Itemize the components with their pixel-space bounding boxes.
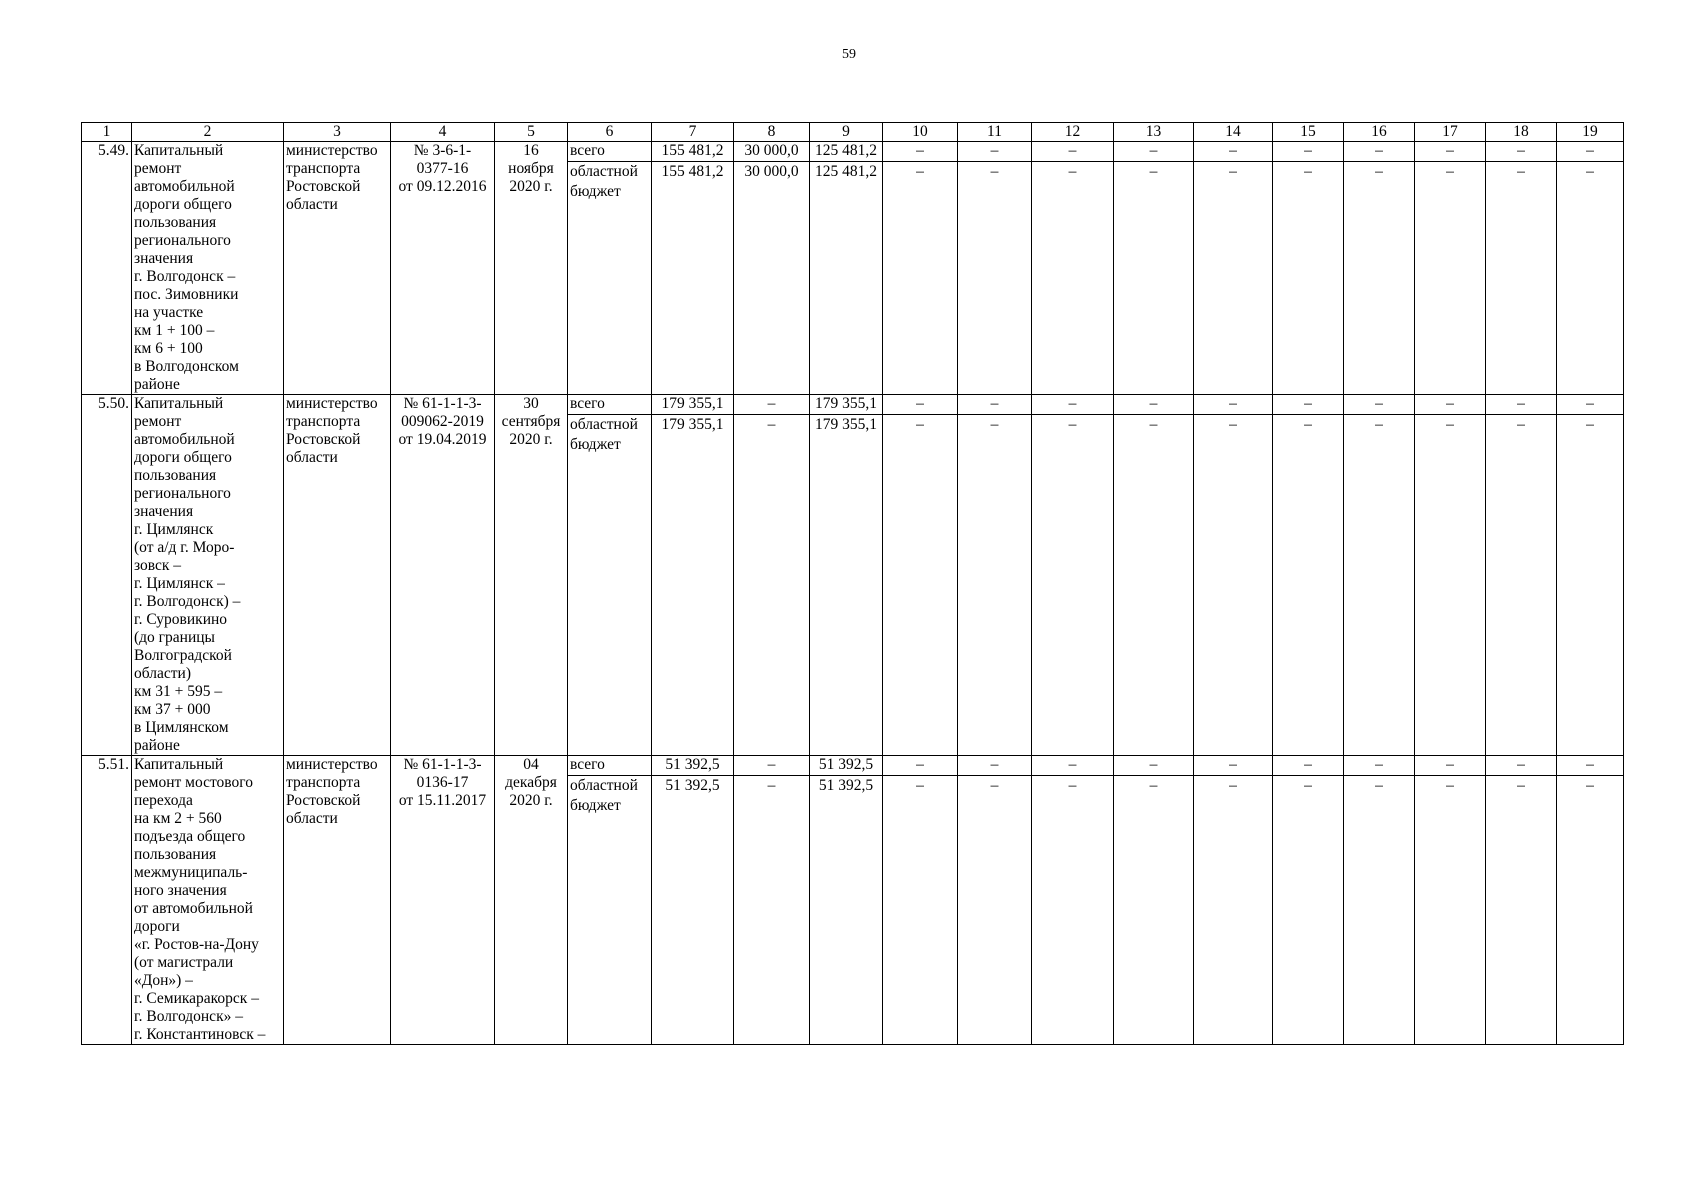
object-name-line: значения bbox=[134, 250, 194, 267]
customer-line: транспорта bbox=[286, 413, 361, 430]
value-col-9: 179 355,1 bbox=[810, 415, 883, 756]
completion-date-line: 04 bbox=[523, 756, 539, 773]
value-col-16: – bbox=[1344, 162, 1415, 395]
value-col-17: – bbox=[1415, 162, 1486, 395]
object-name-line: пользования bbox=[134, 846, 217, 863]
value-col-8: – bbox=[734, 776, 810, 1045]
object-name-line: автомобильной bbox=[134, 431, 235, 448]
value-col-15: – bbox=[1273, 395, 1344, 415]
value-col-9: 51 392,5 bbox=[810, 776, 883, 1045]
value-col-16: – bbox=[1344, 756, 1415, 776]
value-col-7: 179 355,1 bbox=[652, 415, 734, 756]
value-col-8: – bbox=[734, 756, 810, 776]
value-col-16: – bbox=[1344, 395, 1415, 415]
funding-source-line: областной bbox=[570, 777, 638, 794]
document-ref-line: 0136-17 bbox=[416, 774, 469, 791]
customer-line: Ростовской bbox=[286, 178, 361, 195]
value-col-13: – bbox=[1114, 756, 1194, 776]
object-name-line: районе bbox=[134, 737, 180, 754]
value-col-11: – bbox=[958, 776, 1032, 1045]
customer bbox=[284, 142, 391, 395]
column-header: 3 bbox=[284, 123, 391, 142]
column-header: 19 bbox=[1557, 123, 1624, 142]
value-col-14: – bbox=[1194, 415, 1273, 756]
value-col-12: – bbox=[1032, 776, 1114, 1045]
object-name-line: на км 2 + 560 bbox=[134, 810, 222, 827]
value-col-17: – bbox=[1415, 756, 1486, 776]
object-name-line: Капитальный bbox=[134, 756, 224, 773]
table-body bbox=[82, 142, 1624, 1045]
object-name-line: области) bbox=[134, 665, 191, 682]
document-ref bbox=[391, 142, 495, 395]
customer-line: Ростовской bbox=[286, 431, 361, 448]
value-col-19: – bbox=[1557, 162, 1624, 395]
column-header: 9 bbox=[810, 123, 883, 142]
row-number: 5.51. bbox=[82, 756, 132, 1045]
table-row bbox=[82, 756, 1624, 776]
value-col-9: 51 392,5 bbox=[810, 756, 883, 776]
value-col-17: – bbox=[1415, 415, 1486, 756]
object-name-line: межмуниципаль- bbox=[134, 864, 248, 881]
funding-source-line: бюджет bbox=[570, 435, 621, 453]
funding-source-line: всего bbox=[570, 756, 605, 773]
document-ref-line: от 19.04.2019 bbox=[398, 431, 487, 448]
value-col-13: – bbox=[1114, 162, 1194, 395]
object-name-line: г. Цимлянск – bbox=[134, 575, 225, 592]
value-col-19: – bbox=[1557, 756, 1624, 776]
value-col-14: – bbox=[1194, 756, 1273, 776]
value-col-8: 30 000,0 bbox=[734, 142, 810, 162]
row-number: 5.49. bbox=[82, 142, 132, 395]
value-col-12: – bbox=[1032, 415, 1114, 756]
value-col-16: – bbox=[1344, 142, 1415, 162]
value-col-13: – bbox=[1114, 776, 1194, 1045]
customer-line: Ростовской bbox=[286, 792, 361, 809]
value-col-10: – bbox=[883, 162, 958, 395]
funding-source-line: всего bbox=[570, 395, 605, 412]
document-ref-line: № 61-1-1-3- bbox=[403, 756, 482, 773]
column-header: 18 bbox=[1486, 123, 1557, 142]
object-name-line: г. Цимлянск bbox=[134, 521, 214, 538]
completion-date bbox=[495, 142, 568, 395]
object-name-line: км 6 + 100 bbox=[134, 340, 203, 357]
object-name-line: регионального bbox=[134, 232, 231, 249]
value-col-15: – bbox=[1273, 756, 1344, 776]
completion-date bbox=[495, 395, 568, 756]
customer-line: транспорта bbox=[286, 160, 361, 177]
value-col-18: – bbox=[1486, 142, 1557, 162]
value-col-11: – bbox=[958, 756, 1032, 776]
completion-date-line: 2020 г. bbox=[509, 178, 553, 195]
funding-source bbox=[568, 756, 652, 776]
customer-line: министерство bbox=[286, 142, 378, 159]
value-col-13: – bbox=[1114, 415, 1194, 756]
value-col-17: – bbox=[1415, 776, 1486, 1045]
completion-date-line: 30 bbox=[523, 395, 539, 412]
column-header: 16 bbox=[1344, 123, 1415, 142]
value-col-9: 125 481,2 bbox=[810, 162, 883, 395]
value-col-8: – bbox=[734, 395, 810, 415]
customer-line: области bbox=[286, 196, 338, 213]
completion-date-line: 16 bbox=[523, 142, 539, 159]
object-name-line: районе bbox=[134, 376, 180, 393]
value-col-15: – bbox=[1273, 162, 1344, 395]
customer-line: министерство bbox=[286, 756, 378, 773]
value-col-13: – bbox=[1114, 395, 1194, 415]
column-header: 4 bbox=[391, 123, 495, 142]
object-name-line: г. Семикаракорск – bbox=[134, 990, 259, 1007]
object-name-line: «г. Ростов-на-Дону bbox=[134, 936, 259, 953]
customer-line: области bbox=[286, 449, 338, 466]
completion-date-line: 2020 г. bbox=[509, 792, 553, 809]
object-name-line: км 37 + 000 bbox=[134, 701, 211, 718]
object-name bbox=[132, 395, 284, 756]
customer-line: министерство bbox=[286, 395, 378, 412]
object-name-line: Капитальный bbox=[134, 142, 224, 159]
object-name-line: регионального bbox=[134, 485, 231, 502]
completion-date-line: 2020 г. bbox=[509, 431, 553, 448]
object-name-line: ремонт bbox=[134, 413, 182, 430]
funding-source-line: бюджет bbox=[570, 182, 621, 200]
object-name-line: дороги bbox=[134, 918, 180, 935]
value-col-16: – bbox=[1344, 776, 1415, 1045]
document-ref-line: № 3-6-1- bbox=[413, 142, 472, 159]
value-col-18: – bbox=[1486, 395, 1557, 415]
object-name bbox=[132, 142, 284, 395]
value-col-7: 51 392,5 bbox=[652, 776, 734, 1045]
page-number: 59 bbox=[842, 47, 856, 62]
column-header: 11 bbox=[958, 123, 1032, 142]
object-name-line: Волгоградской bbox=[134, 647, 232, 664]
object-name-line: дороги общего bbox=[134, 449, 232, 466]
value-col-10: – bbox=[883, 395, 958, 415]
object-name-line: (от а/д г. Моро- bbox=[134, 539, 235, 556]
document-ref-line: 0377-16 bbox=[416, 160, 469, 177]
value-col-9: 125 481,2 bbox=[810, 142, 883, 162]
value-col-17: – bbox=[1415, 142, 1486, 162]
investment-table bbox=[81, 122, 1624, 1045]
value-col-15: – bbox=[1273, 415, 1344, 756]
customer-line: области bbox=[286, 810, 338, 827]
object-name-line: подъезда общего bbox=[134, 828, 246, 845]
value-col-19: – bbox=[1557, 415, 1624, 756]
object-name-line: на участке bbox=[134, 304, 204, 321]
object-name-line: автомобильной bbox=[134, 178, 235, 195]
value-col-15: – bbox=[1273, 142, 1344, 162]
object-name-line: дороги общего bbox=[134, 196, 232, 213]
object-name-line: в Цимлянском bbox=[134, 719, 229, 736]
document-ref-line: от 15.11.2017 bbox=[398, 792, 487, 809]
value-col-18: – bbox=[1486, 776, 1557, 1045]
object-name-line: г. Волгодонск) – bbox=[134, 593, 241, 610]
value-col-12: – bbox=[1032, 162, 1114, 395]
object-name-line: км 1 + 100 – bbox=[134, 322, 215, 339]
object-name-line: в Волгодонском bbox=[134, 358, 239, 375]
object-name-line: г. Суровикино bbox=[134, 611, 228, 628]
table-row bbox=[82, 395, 1624, 415]
column-header: 14 bbox=[1194, 123, 1273, 142]
value-col-14: – bbox=[1194, 162, 1273, 395]
funding-source bbox=[568, 395, 652, 415]
column-header: 2 bbox=[132, 123, 284, 142]
object-name-line: ремонт мостового bbox=[134, 774, 253, 791]
funding-source-line: областной bbox=[570, 416, 638, 433]
funding-source-line: всего bbox=[570, 142, 605, 159]
value-col-15: – bbox=[1273, 776, 1344, 1045]
customer bbox=[284, 395, 391, 756]
value-col-14: – bbox=[1194, 142, 1273, 162]
value-col-19: – bbox=[1557, 776, 1624, 1045]
object-name-line: г. Волгодонск – bbox=[134, 268, 236, 285]
object-name-line: ремонт bbox=[134, 160, 182, 177]
value-col-19: – bbox=[1557, 395, 1624, 415]
document-ref-line: № 61-1-1-3- bbox=[403, 395, 482, 412]
document-ref bbox=[391, 395, 495, 756]
completion-date bbox=[495, 756, 568, 1045]
column-header: 7 bbox=[652, 123, 734, 142]
object-name-line: Капитальный bbox=[134, 395, 224, 412]
value-col-10: – bbox=[883, 776, 958, 1045]
object-name-line: пользования bbox=[134, 467, 217, 484]
object-name-line: (до границы bbox=[134, 629, 215, 646]
funding-source bbox=[568, 776, 652, 1045]
value-col-10: – bbox=[883, 415, 958, 756]
table-row bbox=[82, 142, 1624, 162]
object-name-line: ного значения bbox=[134, 882, 227, 899]
completion-date-line: декабря bbox=[505, 774, 557, 791]
value-col-8: 30 000,0 bbox=[734, 162, 810, 395]
value-col-13: – bbox=[1114, 142, 1194, 162]
column-header: 1 bbox=[82, 123, 132, 142]
value-col-12: – bbox=[1032, 142, 1114, 162]
customer-line: транспорта bbox=[286, 774, 361, 791]
funding-source bbox=[568, 415, 652, 756]
object-name-line: «Дон») – bbox=[134, 972, 193, 989]
object-name-line: зовск – bbox=[134, 557, 182, 574]
column-header: 17 bbox=[1415, 123, 1486, 142]
row-number: 5.50. bbox=[82, 395, 132, 756]
column-header: 12 bbox=[1032, 123, 1114, 142]
value-col-10: – bbox=[883, 142, 958, 162]
value-col-9: 179 355,1 bbox=[810, 395, 883, 415]
object-name-line: г. Волгодонск» – bbox=[134, 1008, 243, 1025]
object-name-line: (от магистрали bbox=[134, 954, 234, 971]
document-ref-line: от 09.12.2016 bbox=[398, 178, 487, 195]
object-name-line: значения bbox=[134, 503, 194, 520]
object-name bbox=[132, 756, 284, 1045]
value-col-14: – bbox=[1194, 395, 1273, 415]
value-col-12: – bbox=[1032, 395, 1114, 415]
value-col-7: 155 481,2 bbox=[652, 162, 734, 395]
document-ref bbox=[391, 756, 495, 1045]
value-col-19: – bbox=[1557, 142, 1624, 162]
header-row bbox=[82, 123, 1624, 142]
column-header: 5 bbox=[495, 123, 568, 142]
object-name-line: г. Константиновск – bbox=[134, 1026, 266, 1043]
value-col-7: 179 355,1 bbox=[652, 395, 734, 415]
column-header: 10 bbox=[883, 123, 958, 142]
value-col-11: – bbox=[958, 162, 1032, 395]
object-name-line: пос. Зимовники bbox=[134, 286, 239, 303]
column-header: 15 bbox=[1273, 123, 1344, 142]
value-col-11: – bbox=[958, 142, 1032, 162]
value-col-10: – bbox=[883, 756, 958, 776]
document-ref-line: 009062-2019 bbox=[401, 413, 484, 430]
column-header: 13 bbox=[1114, 123, 1194, 142]
value-col-11: – bbox=[958, 395, 1032, 415]
completion-date-line: ноября bbox=[508, 160, 554, 177]
funding-source-line: областной bbox=[570, 163, 638, 180]
value-col-18: – bbox=[1486, 415, 1557, 756]
value-col-18: – bbox=[1486, 756, 1557, 776]
value-col-17: – bbox=[1415, 395, 1486, 415]
completion-date-line: сентября bbox=[501, 413, 561, 430]
value-col-12: – bbox=[1032, 756, 1114, 776]
funding-source bbox=[568, 162, 652, 395]
column-header: 8 bbox=[734, 123, 810, 142]
funding-source bbox=[568, 142, 652, 162]
object-name-line: перехода bbox=[134, 792, 193, 809]
value-col-7: 51 392,5 bbox=[652, 756, 734, 776]
value-col-14: – bbox=[1194, 776, 1273, 1045]
column-header: 6 bbox=[568, 123, 652, 142]
customer bbox=[284, 756, 391, 1045]
object-name-line: пользования bbox=[134, 214, 217, 231]
value-col-8: – bbox=[734, 415, 810, 756]
object-name-line: км 31 + 595 – bbox=[134, 683, 223, 700]
funding-source-line: бюджет bbox=[570, 796, 621, 814]
value-col-16: – bbox=[1344, 415, 1415, 756]
object-name-line: от автомобильной bbox=[134, 900, 253, 917]
value-col-11: – bbox=[958, 415, 1032, 756]
value-col-7: 155 481,2 bbox=[652, 142, 734, 162]
value-col-18: – bbox=[1486, 162, 1557, 395]
